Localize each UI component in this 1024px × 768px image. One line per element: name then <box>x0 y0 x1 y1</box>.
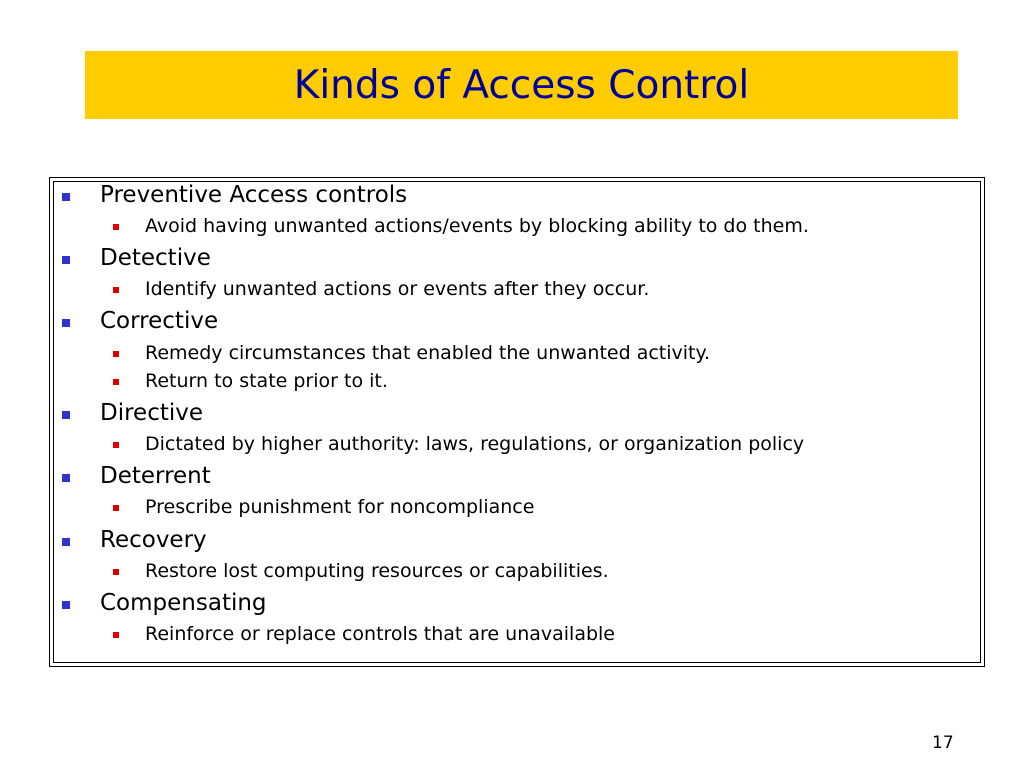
sub-item-label: Restore lost computing resources or capabilities. <box>145 560 609 582</box>
square-bullet-icon <box>62 411 70 419</box>
square-bullet-icon <box>113 224 119 230</box>
square-bullet-icon <box>113 632 119 638</box>
square-bullet-icon <box>62 601 70 609</box>
list-item-label: Directive <box>100 400 204 426</box>
list-item-label: Recovery <box>100 527 207 553</box>
square-bullet-icon <box>113 505 119 511</box>
list-item-label: Corrective <box>100 308 219 334</box>
sub-item-label: Identify unwanted actions or events after they occur. <box>145 278 650 300</box>
list-item-label: Compensating <box>100 590 267 616</box>
square-bullet-icon <box>113 569 119 575</box>
sub-item-label: Prescribe punishment for noncompliance <box>145 496 535 518</box>
sub-item-label: Return to state prior to it. <box>145 370 388 392</box>
page-number: 17 <box>932 733 954 753</box>
sub-item-label: Remedy circumstances that enabled the unwanted activity. <box>145 342 711 364</box>
square-bullet-icon <box>113 379 119 385</box>
square-bullet-icon <box>62 193 70 201</box>
square-bullet-icon <box>113 442 119 448</box>
title-bar <box>85 51 958 119</box>
sub-item-label: Avoid having unwanted actions/events by blocking ability to do them. <box>145 215 809 237</box>
square-bullet-icon <box>113 351 119 357</box>
sub-item-label: Dictated by higher authority: laws, regulations, or organization policy <box>145 433 805 455</box>
list-item-label: Preventive Access controls <box>100 182 408 208</box>
square-bullet-icon <box>62 256 70 264</box>
list-item-label: Detective <box>100 245 211 271</box>
sub-item-label: Reinforce or replace controls that are unavailable <box>145 623 615 645</box>
square-bullet-icon <box>113 287 119 293</box>
square-bullet-icon <box>62 538 70 546</box>
slide-title: Kinds of Access Control <box>293 62 750 108</box>
list-item-label: Deterrent <box>100 463 211 489</box>
square-bullet-icon <box>62 319 70 327</box>
square-bullet-icon <box>62 474 70 482</box>
